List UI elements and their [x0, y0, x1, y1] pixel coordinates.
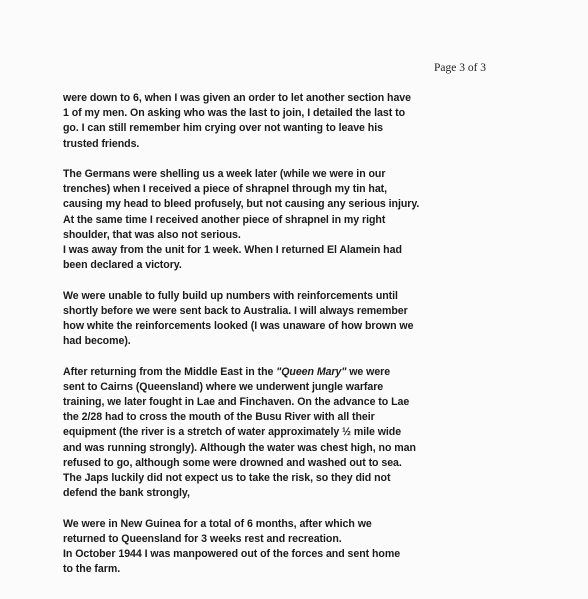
paragraph-4-rest: we were sent to Cairns (Queensland) where we underwent jungle warfare training, we later fought in Lae and Finchaven. On the advance to Lae the 2/28 had to cross the mouth of the Busu River with all their equipment (the river is a stretch of water approximately ½ mile wide and was running strongly). Although the water was chest high, no man refused to go, although some were drowned and washed out to sea. The Japs luckily did not expect us to take the risk, so they did not defend the bank strongly,: [63, 365, 416, 500]
ship-name: "Queen Mary": [276, 365, 347, 378]
document-body: [63, 91, 555, 593]
paragraph-1: were down to 6, when I was given an order to let another section have 1 of my men. On asking who was the last to join, I detailed the last to go. I can still remember him crying over not wanting to leave his trusted friends.: [63, 92, 411, 150]
paragraph-4: [63, 365, 555, 502]
page-number: Page 3 of 3: [434, 62, 487, 74]
paragraph-2: The Germans were shelling us a week later (while we were in our trenches) when I received a piece of shrapnel through my tin hat, causing my head to bleed profusely, but not causing any serious injury. At the same time I received another piece of shrapnel in my right shoulder, that was also not serious. I was away from the unit for 1 week. When I returned El Alamein had been declared a victory.: [63, 168, 420, 272]
paragraph-3: We were unable to fully build up numbers with reinforcements until shortly before we were sent back to Australia. I will always remember how white the reinforcements looked (I was unaware of how brown we had become).: [63, 289, 414, 348]
paragraph-5: We were in New Guinea for a total of 6 months, after which we returned to Queensland for 3 weeks rest and recreation. In October 1944 I was manpowered out of the forces and sent home to the farm.: [63, 517, 401, 576]
paragraph-4-lead: After returning from the Middle East in the: [63, 365, 277, 378]
